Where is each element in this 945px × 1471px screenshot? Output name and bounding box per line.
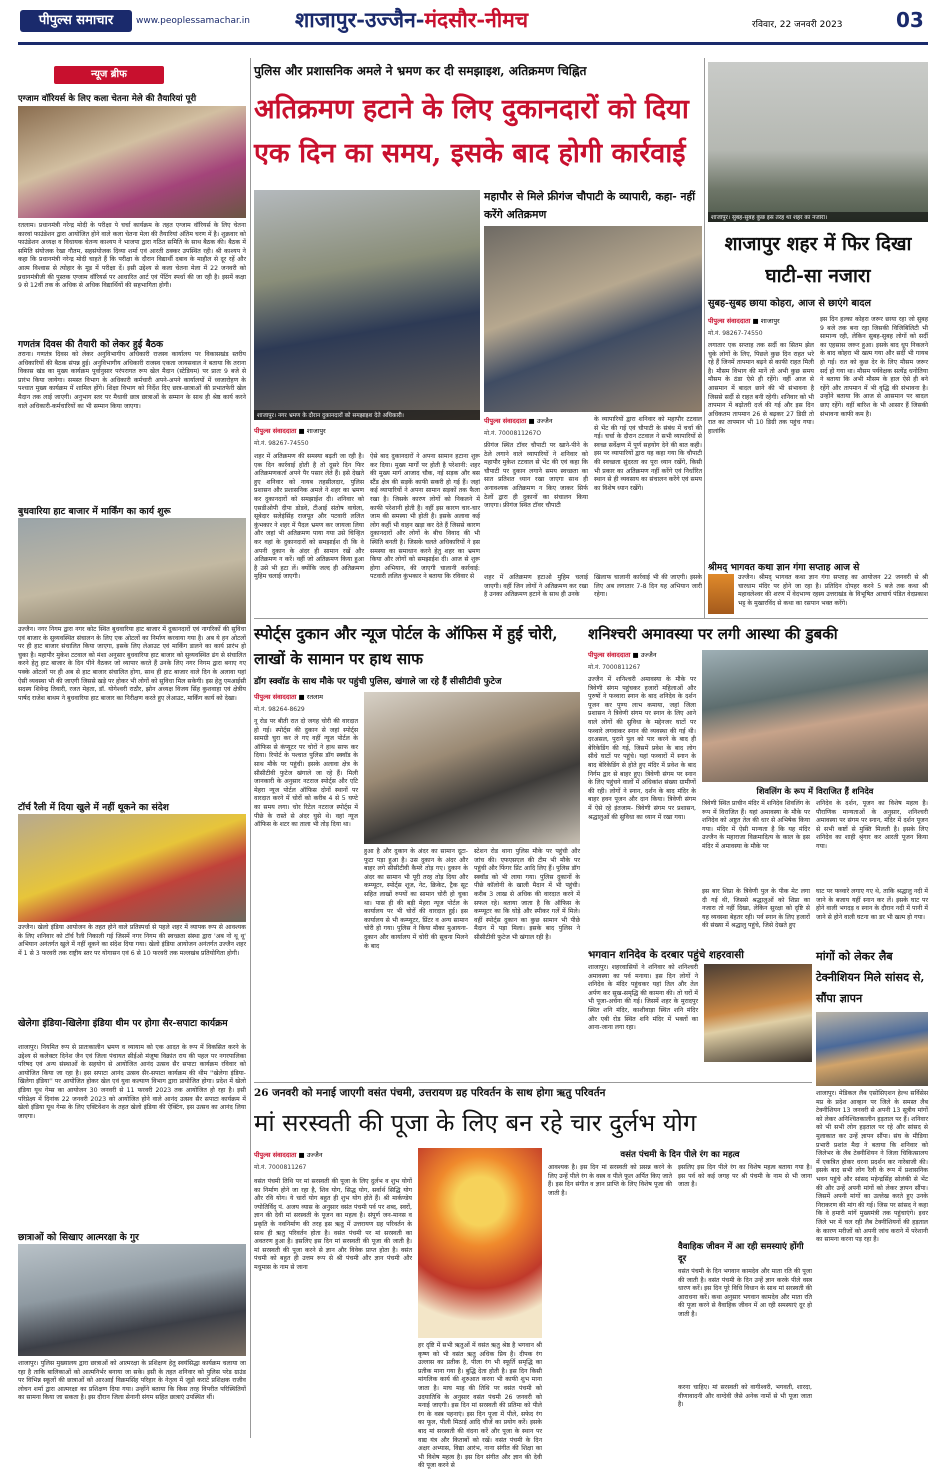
basant-byline-place: उज्जैन — [306, 1151, 323, 1159]
theft-byline-sep: ■ — [298, 693, 305, 701]
shani-byline-name: पीपुल्स संवाददाता — [588, 651, 631, 659]
shani-col-2: त्रिवेणी स्थित प्राचीन मंदिर में शनिदेव शिवलिंग के रूप में विराजित हैं। यहां अमावस्या के मौके पर शनिदेव को अष्टुत तेल की धार से अभिषेक किया गया। मंदिर में ऐसी मान्यता है कि यह मंदिर उज्जैन के महाराजा विक्रमादित्य के काल के इस मंदिर में अमावस्या के मौके पर — [702, 800, 810, 850]
top-story-col-2: ऐसे बाद दुकानदारों ने अपना सामान हटाना शुरू कर दिया। मुख्य मार्गों पर होती है परेशानी: शहर की मुख्य मार्ग आजाद चौक, नई सड़क और बस स्टैंड क्षेत्र की सड़कें काफी सकरी हो गई हैं। जहां कई व्यापारियों ने अपना सामान सड़कों तक फैला रखा है। जिसके कारण लोगों को निकलने में काफी परेशानी होती है। वहीं इस कारण चार-चार जाम की समस्या भी होती है। इसके अलावा कई लोग कहीं भी वाहन खड़ा कर देते हैं जिससे कारण दुकानदारों और लोगों के बीच विवाद की भी स्थिति बनती है। जिसके चलते अधिकारियों ने इस समस्या का समाधान करने हेतु शहर का भ्रमण किया और लोगों को समझाईश दी। आज से शुरू होगा अभियान, की जाएगी चालानी कार्रवाई: पटवारी ललित कुंभकार ने बताया कि रविवार से — [370, 453, 480, 581]
top-story-col-3: शहर में अतिक्रमण हटाओ मुहिम चलाई जाएगी। वहीं जिन लोगों ने अतिक्रमण कर रखा है उनका अतिक्रमण हटाने के साथ ही उनके — [484, 574, 588, 599]
top-story-mobile: मो.नं. 98267-74550 — [254, 440, 309, 447]
lab-body: शाजापुर। मेडिकल लैब एसोसिएशन हेल्थ सर्विसेस मप्र के प्रदेश आव्हान पर जिले के समस्त लैब टेक्नीशियन 13 जनवरी से अपनी 13 सूत्रीय मांगों को लेकर अनिश्चितकालीन हड़ताल पर हैं। शनिवार को भी सभी लोग हड़ताल पर रहे और सांसद से मुलाकात कर उन्हें ज्ञापन सौंपा। संघ के मीडिया प्रभारी प्रशांत मैदा ने बताया कि शनिवार को जिलेभर के लैब टेक्नीशियन ने जिला चिकित्सालय में एकत्रित होकर धरना प्रदर्शन कर नारेबाजी की। इसके बाद सभी लोग रैली के रूप में प्रशासनिक भवन पहुंचे और सांसद महेन्द्रसिंह सोलंकी से भेंट की और उन्हें अपनी मांगों को लेकर ज्ञापन सौंपा। जिसमें अपनी मांगों का उल्लेख करते हुए उनके निराकरण की मांग की गई। जिस पर सांसद ने कहा कि वे हमारी मांगें मुख्यमंत्री तक पहुंचाएंगे। इधर जिले भर में चल रही लैब टेक्नीशियनों की हड़ताल के कारण मरीजों को अपनी जांच कराने में परेशानी का सामना करना पड़ रहा है। — [816, 1090, 928, 1244]
brief-5-title: खेलेगा इंडिया-खिलेगा इंडिया थीम पर होगा सैर-सपाटा कार्यक्रम — [18, 1018, 228, 1029]
mayor-story-byline-sep: ■ — [528, 417, 535, 425]
brief-1-photo — [18, 106, 246, 218]
weather-mobile: मो.नं. 98267-74550 — [708, 330, 763, 337]
basant-box2-title: वैवाहिक जीवन में आ रही समस्याएं होंगी दूर — [678, 1242, 804, 1264]
mayor-story-byline-name: पीपुल्स संवाददाता — [484, 417, 527, 425]
bhagwat-body: उज्जैन। श्रीमद् भागवत कथा ज्ञान गंगा सप्ताह का आयोजन 22 जनवरी से श्री चारधाम मंदिर पर होने जा रहा है। प्रतिदिन दोपहर करने 5 बजे तक कथा श्री महावलेश्वर की शरण में वेदभाग्य रहस्य उत्तराखंड के विभूषित आचार्य पंडित वेदप्रकाश भट्ट के मुखारविंद से कथा का रसपान भक्त करेंगे। — [738, 574, 928, 607]
weather-byline — [708, 316, 816, 328]
basant-col-2b: आवश्यक है। इस दिन मां सरस्वती को प्रसन्न करने के लिए उन्हें पीले रंग के वस्त्र व पीले फूल अर्पित किए जाते हैं। इस दिन संगीत व ज्ञान प्राप्ति के लिए विशेष पूजा की जाती है। — [548, 1164, 672, 1197]
divider-right — [704, 58, 705, 618]
brief-6-body: शाजापुर। पुलिस मुख्यालय द्वारा छात्राओं को आत्मरक्षा के प्रशिक्षण हेतु स्वयंसिद्धा कार्यक्रम चलाया जा रहा है ताकि बालिकाओं को आत्मनिर्भर बनाया जा सके। इसी के तहत शनिवार को पुलिस परेड ग्राउंड पर विभिन्न स्कूलों की छात्राओं को आरआई विक्रमसिंह परिहार के नेतृत्व में जूडो कराटे प्रशिक्षक राजीव लोचन शर्मा द्वारा आत्मरक्षा का प्रशिक्षण दिया गया। उन्होंने बताया कि किस तरह विपरीत परिस्थितियों का सामना किया जा सकता है। इस दौरान जिला सेनानी संगम सहित छात्राएं उपस्थित थीं। — [18, 1360, 246, 1402]
weather-photo-caption: शाजापुर। सुबह-सुबह कुछ इस तरह था शहर का नजारा। — [708, 212, 928, 222]
weather-byline-sep: ■ — [752, 317, 759, 325]
basant-box-title: वसंत पंचमी के दिन पीले रंग का महत्व — [620, 1150, 740, 1160]
divider-basant — [254, 1082, 812, 1083]
brief-4-photo — [18, 814, 246, 922]
mayor-story-col-1: फ्रीगंज स्थित टॉवर चौपाटी पर खाने-पीने के ठेले लगाने वाले व्यापारियों ने शनिवार को महापौर मुकेश टटवाल से भेंट की एवं कहा कि चौपाटी पर दुकान लगाने समय स्वच्छता का सात प्रतिशत ध्यान रखा जाएगा साथ ही अनावश्यक अतिक्रमण न किए जाकर सिर्फ ठेलों द्वारा ही दुकानों का संचालन किया जाएगा। फ्रीगंज स्थित टॉवर चौपाटी — [484, 442, 588, 510]
basant-saraswati-image — [418, 1148, 542, 1338]
shanidev-shajapur-title: भगवान शनिदेव के दरबार पहुंचे शहरवासी — [588, 949, 744, 961]
basant-box2-body: वसंत पंचमी के दिन भगवान कामदेव और माता रति की पूजा की जाती है। वसंत पंचमी के दिन उन्हें ज्ञान करके पीले वस्त्र धारण करें। इस दिन पूरे विधि विधान के साथ मां सरस्वती की आराधना करें। कथा अनुसार भगवान कामदेव और माता रति की पूजा करने से वैवाहिक जीवन में आ रही समस्याएं दूर हो जाती है। — [678, 1268, 812, 1318]
brief-3-title: बुधवारिया हाट बाजार में मार्किंग का कार्य शुरू — [18, 506, 171, 517]
theft-headline: स्पोर्ट्स दुकान और न्यूज पोर्टल के ऑफिस में हुई चोरी, लाखों के सामान पर हाथ साफ — [254, 625, 558, 668]
theft-col-2: हुआ है और दुकान के अंदर का सामान दूटा-फूटा पड़ा हुआ है। उस दुकान के अंदर और बाहर लगे सीसीटीवी कैमरे तोड़ गए। दुकान के अंदर का सामान भी पूरी तरह तोड़ दिया और कम्प्यूटर, स्पोर्ट्स शूज, नेट, क्रिकेट, ट्रैक सूट सहित लाखों रुपयों का सामान चोरी हो चुका था। पास ही की बड़ी मेहरा न्यूज पोर्टल के कार्यालय पर भी चोरों की वारदात हुई। इस कार्यालय से भी कम्प्यूटर, प्रिंटर व अन्य सामान चोरी हो गया। पुलिस ने किया मौका मुआयना- दुकान और कार्यालय में चोरी की सूचना मिलने के बाद — [364, 848, 468, 950]
brief-1-title: एग्जाम वॉरियर्स के लिए कला चेतना मेले की तैयारियां पूरी — [18, 94, 197, 104]
shani-headline: शनिश्चरी अमावस्या पर लगी आस्था की डुबकी — [588, 625, 838, 643]
top-story-photo — [254, 190, 480, 420]
top-story-byline — [254, 426, 480, 438]
mayor-story-photo — [484, 226, 702, 412]
basant-mobile: मो.नं. 7000811267 — [254, 1164, 307, 1171]
theft-col-1: नू रोड पर बीती रात दो जगह चोरी की वारदात हो गई। स्पोर्ट्स की दुकान से जहां स्पोर्ट्स सामग्री चुरा कर ले गए वहीं न्यूज पोर्टल के ऑफिस से कंप्यूटर पर चोरों ने हाथ साफ कर दिया। रिपोर्ट के पश्चात पुलिस डॉग स्क्वॉड के साथ मौके पर पहुंची। इसके अलावा क्षेत्र के सीसीटीवी फुटेज खंगाले जा रहे हैं। मिली जानकारी के अनुसार नटराज स्पोर्ट्स और एटि मेहरा न्यूज पोर्टल ऑफिस दोनों स्थानों पर वारदात करने में चोरों को करीब 4 से 5 घण्टे का समय लगा। चोर रिटेल नटराज स्पोर्ट्स में पीछे के रास्ते से अंदर घुसे थे। वहां न्यूज ऑफिस के शटर का ताला भी तोड़ दिया था। — [254, 718, 358, 829]
region-title — [295, 6, 615, 36]
weather-byline-place: शाजापुर — [760, 317, 780, 325]
bhagwat-title: श्रीमद् भागवत कथा ज्ञान गंगा सप्ताह आज से — [708, 562, 860, 573]
basant-kicker: 26 जनवरी को मनाई जाएगी वसंत पंचमी, उत्तरायण ग्रह परिवर्तन के साथ होगा ऋतु परिवर्तन — [254, 1087, 606, 1099]
basant-box2-tail: करना चाहिए। मां सरस्वती को वागीश्वरी, भगवती, शारदा, वीणावादनी और वाग्देवी जैसे अनेक नामों से भी पूजा जाता है। — [678, 1384, 812, 1409]
weather-photo — [708, 62, 928, 222]
brief-4-title: टॉर्च रैली में दिया खुले में नहीं थूकने का संदेश — [18, 802, 169, 813]
top-story-byline-place: शाजापुर — [306, 427, 326, 435]
brief-1-body: रतलाम। प्रधानमंत्री नरेन्द्र मोदी के परीक्षा पे चर्चा कार्यक्रम के तहत एग्जाम वॉरियर्स के लिए चेतना कारवां फाउंडेशन द्वारा आयोजित होने वाले कला चेतना मेला की तैयारियां अंतिम चरण में है। शुक्रवार को फाउंडेशन अध्यक्ष व विधायक चेतन्य काश्यप ने भाजपा द्वारा गठित समिति के साथ बैठक की। बैठक में समिति संयोजक रेखा गौतम, सहसंयोजक दिव्या शर्मा एवं आरती ठक्कर उपस्थित रही। श्री काश्यप ने कहा कि प्रधानमंत्री नरेन्द्र मोदी चाहते हैं कि परीक्षा के दौरान विद्यार्थी दबाव के माहौल से दूर रहें और आत्म विश्वास से त्योहार के मूड में परीक्षा दें। इसी उद्देश्य से कला चेतना मेला में 22 जनवरी को प्रधानमंत्रीजी की पुस्तक एग्जाम वॉरियर्स पर आधारित आर्ट एवं पेंटिंग स्पर्धा की जा रही है। इसमें कक्षा 9 से 12वीं तक के अधिक से अधिक विद्यार्थियों की सहभागिता होगी। — [18, 222, 246, 290]
brief-2-body: तराना। गणतंत्र दिवस को लेकर अनुविभागीय अधिकारी राजस्व कार्यालय पर विकासखंड स्तरीय अधिकारियों की बैठक संपन्न हुई। अनुविभागीय अधिकारी राजस्व एकता जायसवाल ने बताया कि तराना विकास खंड का मुख्य कार्यक्रम पूर्वानुसार परंपरागत रूप खेल मैदान (स्टेडियम) पर प्रातः 9 बजे से प्रारंभ किया जायेगा। समस्त विभाग के अधिकारी कर्मचारी अपने-अपने कार्यालयों में ध्वजारोहण के पश्चात मुख्य कार्यक्रम में शामिल होंगे। शिक्षा विभाग को निर्देश दिए छात्र-छात्राओं की प्रभातफेरी खेल मैदान तक लाई जाएगी। अनुभाग स्तर पर मैधावी छात्र छात्राओं के सम्मान के साथ ही श्रेष्ठ कार्य करने वाले अधिकारी-कर्मचारियों का भी सम्मान किया जाएगा। — [18, 351, 246, 410]
top-story-headline: अतिक्रमण हटाने के लिए दुकानदारों को दिया एक दिन का समय, इसके बाद होगी कार्रवाई — [254, 94, 689, 169]
divider-mid — [254, 618, 928, 619]
shani-byline-place: उज्जैन — [640, 651, 657, 659]
basant-box — [548, 1148, 812, 1438]
theft-byline-name: पीपुल्स संवाददाता — [254, 693, 297, 701]
theft-byline — [254, 692, 364, 704]
logo — [20, 10, 132, 32]
shani-col-5: घाट पर फव्वारे लगाए गए थे, ताकि श्रद्धालु नदी में जाने के बजाय यहीं स्नान कर लें। इसके घाट पर होने वाली भगदड़ व स्नान के दौरान नदी में पानी में जाने से होने वाली घटना का डर भी खत्म हो गया। — [816, 888, 928, 921]
theft-mobile: मो.नं. 98264-8629 — [254, 706, 305, 713]
issue-date: रविवार, 22 जनवरी 2023 — [752, 20, 843, 30]
theft-story — [254, 620, 580, 950]
news-brief-tag — [54, 66, 164, 84]
lab-headline: मांगों को लेकर लैब टेक्नीशियन मिले सांसद से, सौंपा ज्ञापन — [816, 949, 925, 1005]
shani-col-4: इस बार शिप्रा के त्रिवेणी पुल के पीक मेट लगा दी गई थी, जिससे श्रद्धालुओं को शिप्रा का नजारा तो नहीं दिखा, लेकिन सुरक्षा को दृष्टि से यह व्यवस्था बेहतर रही। पर्व स्नान के लिए हजारों की संख्या में श्रद्धालु पहुंचे, जिसे देखते हुए — [702, 888, 810, 930]
shani-mobile: मो.नं. 7000811267 — [588, 664, 641, 671]
top-story-col-1: शहर में अतिक्रमण की समस्या बढ़ती जा रही है। एक दिन कार्रवाई होती है तो दूसरे दिन फिर अतिक्रमणकर्ता अपने पैर पसार लेते हैं। इसे देखते हुए शनिवार को नायब तहसीलदार, पुलिस प्रशासन और प्रशासनिक अमले ने शहर का भ्रमण कर दुकानदारों को समझाईश दी। शनिवार को एसडीओपी दीपा डोडवे, टीआई संतोष वाघेला, सूबेदार सलेइंसिंह राजपूत और पटवारी ललित कुंभकार ने शहर में पैदल भ्रमण कर जायजा लिया और जहां भी अतिक्रमण पाया गया उसे चिन्हित कर वहां के दुकानदारों को समझाईश दी कि वे अपनी दुकान के अंदर ही सामान रखें और अतिक्रमण न करें। वहीं जो अतिक्रमण किया हुआ है उसे भी हटा लें। क्योंकि जल्द ही अतिक्रमण मुहिम चलाई जाएगी। — [254, 453, 364, 581]
theft-col-3: स्टेशन रोड थाना पुलिस मौके पर पहुंची और जांच की। एफएसएल की टीम भी मौके पर पहुंची और फिंगर प्रिंट आदि लिए हैं। पुलिस डॉग स्क्वॉड को भी लाया गया। पुलिस दुकानों के पीछे कॉलोनी के खाली मैदान में भी पहुंची। करीब 3 लाख से अधिक की वारदात करने में सफल रहे। बताया जाता है कि ऑफिस के कम्प्यूटर का कि घोड़े और स्पीकर गलें में मिले। वहीं स्पोर्ट्स दुकान का कुछ सामान भी पीछे मैदान में पड़ा मिला। इसके बाद पुलिस ने सीसीटीवी फुटेज भी खंगाल रही है। — [474, 848, 580, 941]
basant-byline — [254, 1150, 364, 1162]
masthead-rule — [18, 42, 928, 45]
mayor-story-mobile: मो.नं. 7000811267O — [484, 430, 542, 437]
logo-text: पीपुल्स समाचार — [38, 13, 114, 28]
weather-story — [708, 58, 928, 558]
page-number: 03 — [896, 8, 924, 32]
top-story-photo-caption: शाजापुर। नगर भ्रमण के दौरान दुकानदारों को समझाइश देते अधिकारी। — [254, 410, 480, 420]
shani-caption: शिवलिंग के रूप में विराजित हैं शनिदेव — [756, 786, 874, 796]
news-brief-column — [18, 58, 246, 1438]
weather-headline: शाजापुर शहर में फिर दिखा घाटी-सा नजारा — [724, 233, 912, 287]
brief-6-photo — [18, 1244, 246, 1356]
weather-deck: सुबह-सुबह छाया कोहरा, आज से छाएंगे बादल — [708, 298, 871, 309]
mayor-story — [484, 188, 702, 618]
basant-story — [254, 1084, 812, 1470]
top-story-byline-sep: ■ — [298, 427, 305, 435]
region-part-b: मंदसौर-नीमच — [424, 7, 529, 32]
shani-col-1: उज्जैन में शनिश्चरी अमावस्या के मौके पर त्रिवेणी संगम पहुंचकर हजारों महिलाओं और पुरुषों ने फव्वारा स्नान के बाद शनिदेव के दर्शन पूजन कर पुण्य लाभ कमाया, जहां जिला प्रशासन ने त्रिवेणी संगम पर स्नान के लिए आने वाले लोगों की सुविधा के मद्देनजर घाटों पर फव्वारे लगवाकर स्नान की व्यवस्था की गई थी। दरअसल, पुराने पुल को पार करने के बाद ही बेरिकेडिंग की गई, जिसमें प्रवेश के बाद लोग सीधे घाटों पर पहुंचे। यहां फव्वारों में स्नान के बाद बेरिकेडिंग से होते हुए मंदिर में प्रवेश के बाद निर्गम द्वार से बाहर हुए। त्रिवेणी संगम पर स्नान के लिए पहुंचने वालों में अधिकांश संख्या ग्रामीणों की रही। लोगों ने स्नान, दर्शन के बाद मंदिर के बाहर हवन पूजन और दान किया। त्रिवेणी संगम में ऐसे रहे इंतजाम- त्रिवेणी संगम पर प्रशासन, श्रद्धालुओं की सुविधा का ध्यान में रखा गया। — [588, 676, 696, 821]
brief-3-body: उज्जैन। नगर निगम द्वारा नगर कोट स्थित बुधवारिया हाट बाजार में दुकानदारों एवं नागरिकों की सुविधा एवं बाजार के सुव्यवस्थित संचालन के लिए एक ओटलों का निर्माण करवाया गया है। अब ये हन ओटलों पर ही हाट बाजार संचालित किया जाएगा, इसके लिए लेआउट एवं मार्किंग डालने का कार्य प्रारंभ हो चुका है। महापौर मुकेश टटवाल को मंशा अनुसार बुधवारिया हाट बाजार को सुव्यवस्थित ढंग से संचालित करने हेतु हाट बाजार के दिन पीने वैठकर जो व्यापार करते हैं उनके लिए नगर निगम द्वारा बनाए गए पक्के ओटलों पर ही अब से हाट बाजार संचालित होगा, साथ ही हाट बाजार वाले दिन के अलावा यहां ऐसी व्यवस्था भी की जाएगी जिससे खड़े पर होकर भी लोगों को सुविधा मिल सकेगी। इस हेतु एमआईसी सदस्य शिवेन्द्र तिवारी, रजत मेहता, डॉ. योगेश्वरी राठौर, झोन अध्यक्ष विजय सिंह कुशवाहा एवं क्षेत्रीय पार्षद राजेश बाथम ने बुधवारिया हाट बाजार का निरीक्षण करते हुए लेआउट, मार्किंग कार्य को देखा। — [18, 626, 246, 702]
weather-col-1: लगातार एक सप्ताह तक सर्दी का सितम झेल चुके लोगों के लिए, पिछले कुछ दिन राहत भरे रहे हैं जिनमें तापमान बढ़ने से काफी राहत मिली है। मौसम विभाग की मानें तो अभी कुछ समय मौसम के ठंडा ऐसे ही रहेंगे। वहीं आज से आसमान में बादल छाने की भी संभावना है जिससे सर्दी से राहत बनी रहेगी। शनिवार को भी तापमान में बढ़ोतरी दर्ज की गई और इस दिन अधिकतम तापमान 26 से बढ़कर 27 डिग्री तो रात का तापमान भी 10 डिग्री तक पहुंच गया। हालांकि — [708, 342, 814, 435]
shani-story — [588, 620, 928, 886]
shani-col-3: शनिदेव के दर्शन, पूजन का विशेष महत्व है। पौराणिक मान्यताओं के अनुसार, शनिश्चरी अमावस्या पर संगम पर स्नान, मंदिर में दर्शन पूजन से सभी कष्टों से मुक्ति मिलती है। इसके लिए शनिदेव का शाही श्रृंगार कर आरती पूजन किया गया। — [816, 800, 928, 850]
brief-6-title: छात्राओं को सिखाए आत्मरक्षा के गुर — [18, 1232, 139, 1243]
shanidev-shajapur-body: शाजापुर। शहरवासियों ने शनिवार को शनिश्चरी अमावस्या का पर्व मनाया। इस दिन लोगों ने शनिदेव के मंदिर पहुंचकर यहां तिल और तेल अर्पण कर सुख-समृद्धि की कामना की। तो घरों में भी पूजा-अर्चना की गई। जिसमें शहर के मुरादपुर स्थित शनि मंदिर, काशीवाड़ा स्थित शनि मंदिर और एबी रोड स्थित शनि मंदिर में भक्तों का आना-जाना लगा रहा। — [588, 964, 698, 1032]
bhagwat-story — [708, 560, 928, 618]
mayor-story-col-2b: खिलाफ चालानी कार्रवाई भी की जाएगी। इसके लिए अब लगातार 7-8 दिन यह अभियान जारी रहेगा। — [594, 574, 702, 599]
weather-col-2: इस दिन हल्का कोहरा जरूर छाया रहा जो सुबह 9 बजे तक बना रहा जिसकी विजिबिलिटी भी सामान्य रही, लेकिन सुबह-सुबह लोगों को सर्दी का एहसास जरूर हुआ। इसके बाद धूप निकलने के बाद कोहरा भी खत्म गया और सर्दी भी गायब हो गई। रात को कुछ देर के लिए मौसम जरूर सर्द हो गया था। मौसम पर्यवेक्षक सत्येंद्र धनोतिया ने बताया कि अभी मौसम के हाल ऐसे ही बने रहेंगे और तापमान में भी वृद्धि की संभावना है। उन्होंने बताया कि आज से आसमान पर बादल छाए रहेंगे। वहीं बारिश के भी आसार हैं जिसकी संभावना काफी कम है। — [820, 316, 928, 418]
lab-photo — [816, 1012, 928, 1086]
basant-col-1: वसंत पंचमी तिथि पर मां सरस्वती की पूजा के लिए दुर्लभ व शुभ योगों का निर्माण होने जा रहा है, शिव योग, सिद्ध योग, सर्वार्थ सिद्धि योग और रवि योग। ये चारों योग बहुत ही शुभ योग होते हैं। श्री मार्कण्डेय ज्योतिर्विद् पं. अजय व्यास के अनुसार वसंत पंचमी पर्व पर शब्द, स्वरों, ज्ञान की देवी मां सरस्वती के पूजन का महत्व है। संपूर्ण जन-मानस व प्रकृति के नवनिर्माण की तरह इस ऋतु में उत्तरायण ग्रह परिवर्तन के साथ ही ऋतु परिवर्तन होता है। वसंत पंचमी पर मां सरस्वती का अवतरण हुआ है। इसलिए इस दिन मां सरस्वती की पूजा की जाती है। मां सरस्वती की पूजा करने से ज्ञान और विवेक प्राप्त होता है। वसंत पंचमी को बहुत ही उत्तम रूप से श्री पंचमी और ज्ञान पंचमी और मधुमास के नाम से जाना — [254, 1178, 412, 1271]
news-brief-tag-label: न्यूज ब्रीफ — [91, 69, 127, 80]
divider-left — [250, 58, 251, 1438]
shanidev-shajapur — [588, 948, 812, 1080]
lab-story — [816, 946, 928, 1438]
region-part-a: शाजापुर-उज्जैन- — [295, 7, 425, 32]
brief-2-title: गणतंत्र दिवस की तैयारी को लेकर हुई बैठक — [18, 339, 164, 350]
basant-byline-name: पीपुल्स संवाददाता — [254, 1151, 297, 1159]
shani-tail — [702, 888, 928, 944]
theft-photo — [364, 692, 580, 844]
brief-5-body: शाजापुर। नियमित रूप से प्रातःकालीन भ्रमण व व्यायाम को एक आदत के रूप में विकसित करने के उद्देश्य से कलेक्टर दिनेश जैन एवं जिला पंचायत सीईओ मंजूषा विक्रांत राय की पहल पर नगरपालिका परिषद एवं अन्य संस्थाओं के सहयोग से आयोजित आनंद उत्सव सैर सपाटा कार्यक्रम रविवार को आयोजित किया जा रहा है। इस सपाटा आनंद उत्सव सैर-सपाटा कार्यक्रम की थीम ''खेलेगा इंडिया-खिलेगा इंडिया'' पर आयोजित होकर खेल एवं युवा कल्याण विभाग द्वारा प्रायोजित होगा। प्रदेश में खेलो इंडिया यूथ गेम्स का आयोजन 30 जनवरी से 11 फरवरी 2023 तक आयोजित हो रहा है। इसी परिप्रेक्ष्य में दिनांक 22 जनवरी 2023 को आयोजित होने वाले आनंद उत्सव सैर सपाटा कार्यक्रम में खेलो इंडिया यूथ गेम्स के लिए एक्टिवेशन के तहत खेलो इंडिया की ऐक्टिंग, इस उत्सव का आनंद लिया जाएगा। — [18, 1044, 246, 1120]
theft-byline-place: रतलाम — [306, 693, 324, 701]
mayor-story-byline-place: उज्जैन — [536, 417, 553, 425]
weather-byline-name: पीपुल्स संवाददाता — [708, 317, 751, 325]
basant-headline: मां सरस्वती की पूजा के लिए बन रहे चार दुर्लभ योग — [254, 1109, 697, 1137]
basant-col-2: हर दृष्टि में सभी ऋतुओं में वसंत ऋतु श्रेष्ठ है भगवान श्री कृष्ण को भी वसंत ऋतु अधिक प्रिय है। दीपक रंग उल्लास का प्रतीक है, पीला रंग भी स्फूर्ति समृद्धि का प्रतीक माना गया है। बुद्धि देता होती है। इस दिन किसी मांगलिक कार्य की शुरुआत करना भी काफी शुभ माना जाता है। माघ माह की तिथि पर वसंत पंचमी को उदयातिथि के अनुसार वसंत पंचमी 26 जनवरी को मनाई जाएगी। इस दिन मां सरस्वती की प्रतिमा को पीले रंग के वस्त्र पहनाएं। इस दिन पूजा में पीले, सफेद रंग का फूल, पीली मिठाई आदि चीजें का प्रयोग करें। इसके बाद मां सरस्वती की वंदना करें और पूजा के स्थान पर वाद्य यंत्र और किताबों को रखें। वसंत पंचमी के दिन अक्षर अभ्यास, विद्या आरंभ, नाना संगीत की शिक्षा का भी विशेष महत्व है। इस दिन संगीत और ज्ञान की देवी की पूजा करने से — [418, 1342, 542, 1470]
shani-byline-sep: ■ — [632, 651, 639, 659]
brief-4-body: उज्जैन। खेलो इंडिया आयोजन के तहत होने वाले प्रतिस्पर्धा से पहले शहर में व्यापक रूप से आवश्यक के लिए शनिवार को टॉर्च रैली निकाली गई जिसमें नगर निगम की स्वच्छता संस्था द्वारा 'अब नो थू थू' अभियान अनंतर्गत खुले में नहीं थूकने का संदेश दिया गया। खेलो इंडिया आयोजन अनंतर्गत उज्जैन शहर में 1 से 3 फरवरी तक राष्ट्रीय स्तर पर योगासन एवं 6 से 10 फरवरी तक मल्लखंब प्रतियोगिता होगी। — [18, 924, 246, 957]
brief-3-photo — [18, 518, 246, 624]
shanidev-shajapur-photo — [704, 964, 812, 1062]
basant-byline-sep: ■ — [298, 1151, 305, 1159]
top-story-kicker: पुलिस और प्रशासनिक अमले ने भ्रमण कर दी समझाइश, अतिक्रमण चिह्नित — [254, 64, 587, 78]
theft-deck: डॉग स्क्वॉड के साथ मौके पर पहुंची पुलिस, खंगाले जा रहे हैं सीसीटीवी फुटेज — [254, 677, 502, 687]
bhagwat-portrait — [708, 574, 734, 614]
site-url[interactable]: www.peoplessamachar.in — [136, 16, 250, 26]
masthead — [0, 0, 945, 52]
mayor-story-col-2: के व्यापारियों द्वारा शनिवार को महापौर टटवाल से भेंट की गई एवं चौपाटी के संबंध में चर्चा की गई। चर्चा के दौरान टटवाल ने सभी व्यापारियों से स्वच्छ सर्वेक्षण में पूर्ण सहयोग देने की बात कही। इस पर व्यापारियों द्वारा यह कहा गया कि चौपाटी की स्वच्छता सुंदरता का पूरा ध्यान रखेंगे, किसी भी प्रकार का अतिक्रमण नहीं करेंगे एवं निर्धारित स्थान से ही व्यवसाय का संचालन करेंगे एवं समय का विशेष ध्यान रखेंगे। — [594, 416, 702, 492]
mayor-story-byline — [484, 416, 592, 428]
mayor-story-headline: महापौर से मिले फ्रीगंज चौपाटी के व्यापारी, कहा- नहीं करेंगे अतिक्रमण — [484, 190, 696, 221]
shani-photo — [702, 650, 928, 782]
shani-byline — [588, 650, 698, 662]
basant-box-body: इसलिए इस दिन पीले रंग का विशेष महत्व बताया गया है। इस पर्व को कई जगह पर श्री पंचमी के नाम से भी जाना जाता है। — [678, 1164, 812, 1189]
top-story-byline-name: पीपुल्स संवाददाता — [254, 427, 297, 435]
